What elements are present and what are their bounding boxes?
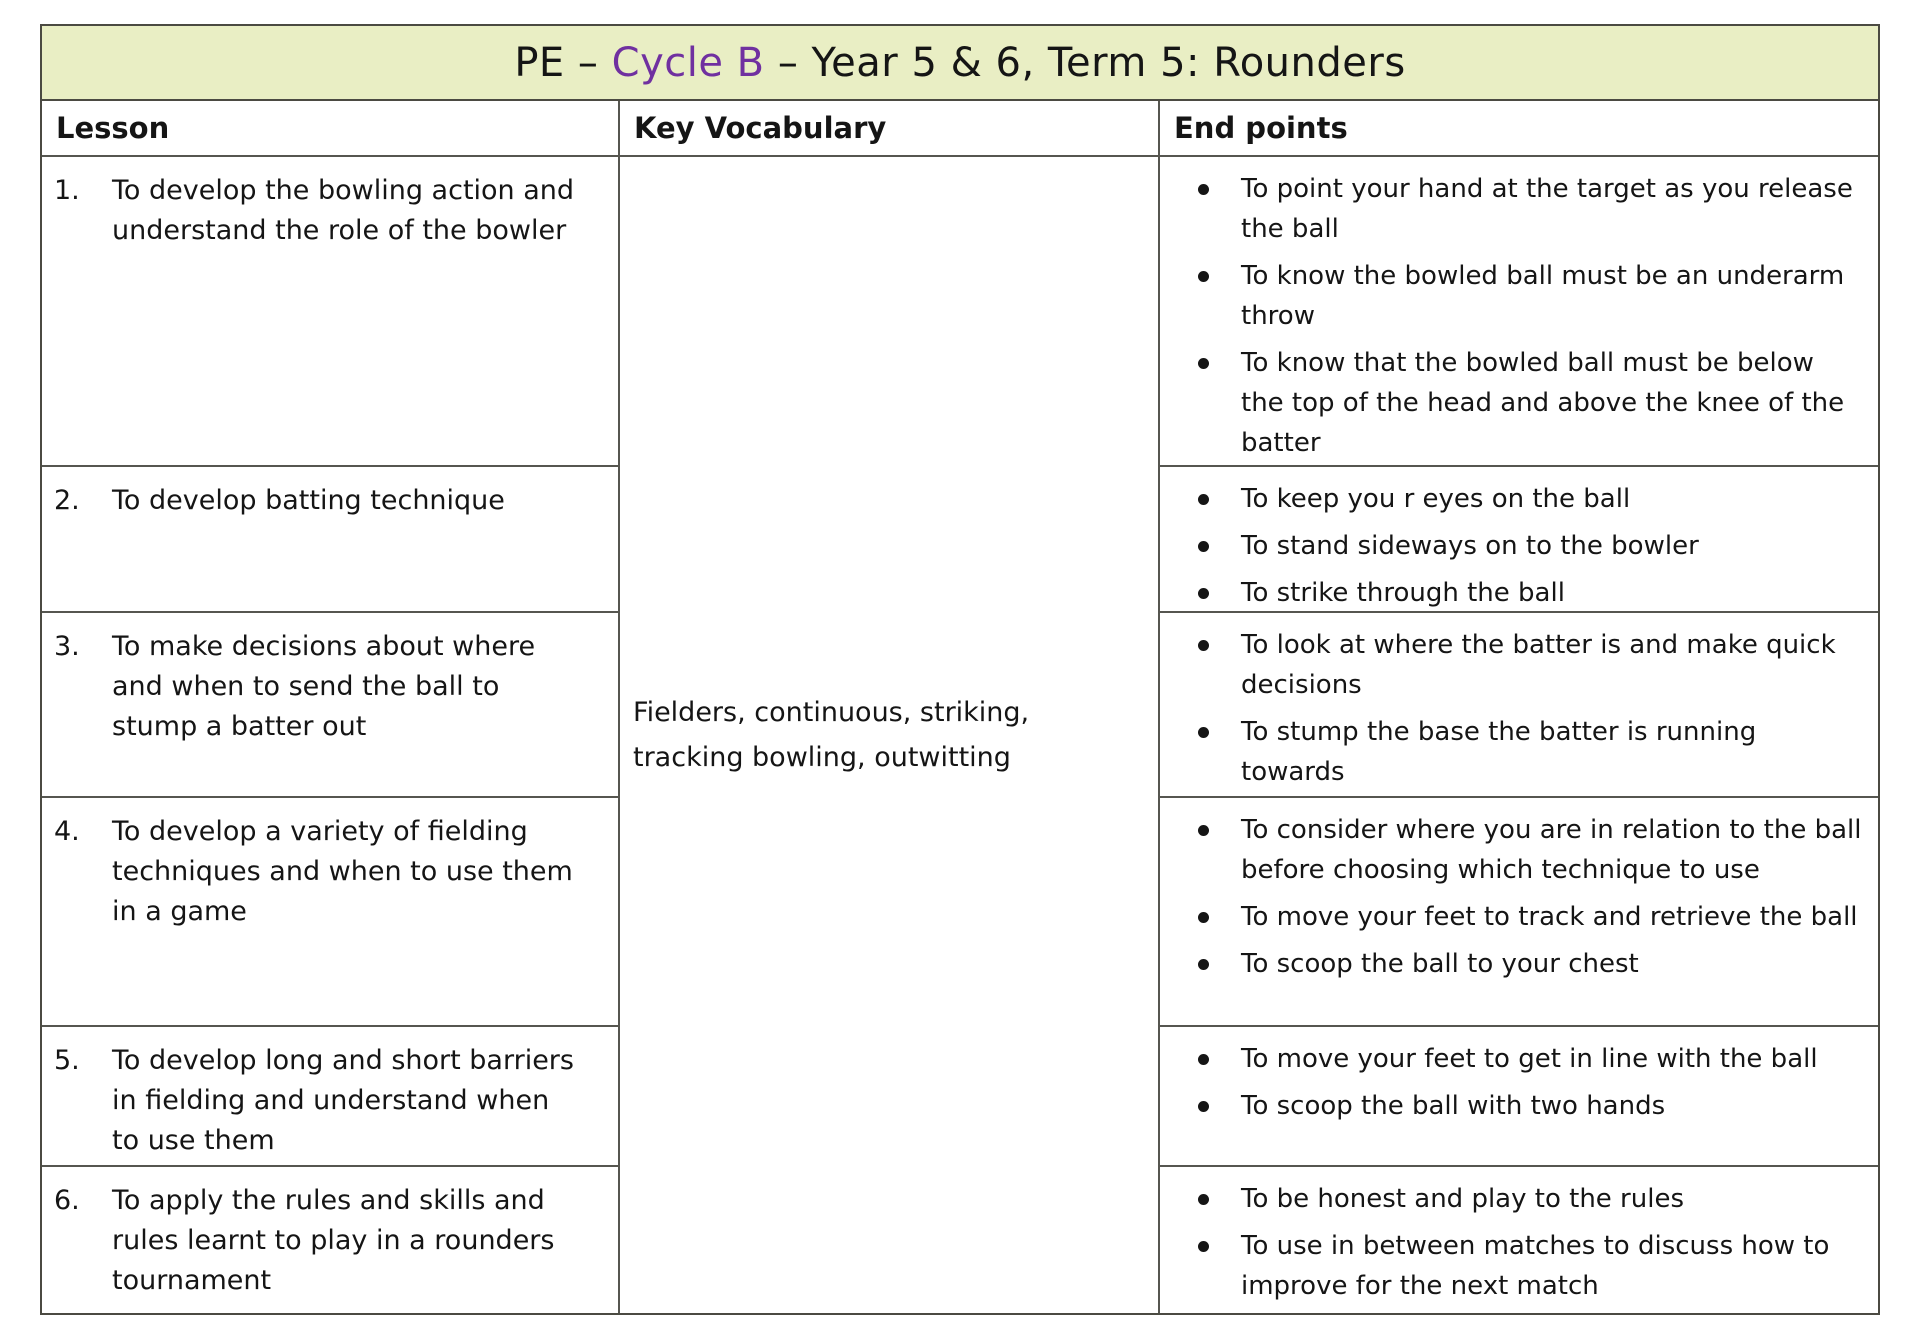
endpoint-item: To use in between matches to discuss how to improve for the next match <box>1192 1226 1862 1306</box>
lesson-number: 1. <box>54 175 80 206</box>
lesson-header: Lesson <box>42 101 618 157</box>
lesson-row-6 <box>42 1167 618 1313</box>
lesson-number: 4. <box>54 816 80 847</box>
lesson-row-2 <box>42 467 618 613</box>
endpoints-row-5 <box>1160 1027 1878 1167</box>
lesson-text: To develop the bowling action and understand the role of the bowler <box>112 175 575 246</box>
endpoints-row-3 <box>1160 613 1878 798</box>
vocabulary-text: Fielders, continuous, striking, tracking bowling, outwitting <box>633 697 1030 773</box>
endpoint-item: To scoop the ball with two hands <box>1192 1086 1862 1126</box>
lesson-text: To develop a variety of fielding techniques and when to use them in a game <box>112 816 573 927</box>
lesson-text: To develop long and short barriers in fielding and understand when to use them <box>112 1045 574 1156</box>
lesson-row-3 <box>42 613 618 798</box>
lesson-number: 3. <box>54 631 80 662</box>
lesson-column <box>42 101 618 1313</box>
endpoints-row-1 <box>1160 157 1878 467</box>
title-cycle-accent: Cycle B <box>611 39 765 86</box>
endpoint-item: To stump the base the batter is running towards <box>1192 712 1862 792</box>
lesson-row-4 <box>42 798 618 1027</box>
lesson-row-5 <box>42 1027 618 1167</box>
lesson-text: To develop batting technique <box>112 485 505 516</box>
endpoint-item: To point your hand at the target as you release the ball <box>1192 169 1862 249</box>
endpoint-item: To stand sideways on to the bowler <box>1192 526 1862 566</box>
lesson-number: 6. <box>54 1185 80 1216</box>
endpoint-item: To be honest and play to the rules <box>1192 1179 1862 1219</box>
curriculum-table <box>40 24 1880 1315</box>
endpoint-item: To consider where you are in relation to the ball before choosing which technique to use <box>1192 810 1862 890</box>
endpoint-item: To move your feet to track and retrieve the ball <box>1192 897 1862 937</box>
lesson-number: 2. <box>54 485 80 516</box>
endpoints-column <box>1158 101 1878 1313</box>
endpoint-item: To know the bowled ball must be an underarm throw <box>1192 256 1862 336</box>
endpoint-item: To keep you r eyes on the ball <box>1192 479 1862 519</box>
endpoint-item: To move your feet to get in line with the ball <box>1192 1039 1862 1079</box>
lesson-row-1 <box>42 157 618 467</box>
title-bar <box>42 26 1878 101</box>
endpoints-header: End points <box>1160 101 1878 157</box>
endpoint-item: To strike through the ball <box>1192 573 1862 613</box>
endpoints-row-4 <box>1160 798 1878 1027</box>
endpoint-item: To look at where the batter is and make quick decisions <box>1192 625 1862 705</box>
lesson-text: To make decisions about where and when to send the ball to stump a batter out <box>112 631 536 742</box>
lesson-text: To apply the rules and skills and rules learnt to play in a rounders tournament <box>112 1185 555 1296</box>
endpoint-item: To scoop the ball to your chest <box>1192 944 1862 984</box>
title-suffix: – Year 5 & 6, Term 5: Rounders <box>764 39 1406 86</box>
vocabulary-cell <box>620 157 1158 1313</box>
title-prefix: PE – <box>514 39 612 86</box>
lesson-number: 5. <box>54 1045 80 1076</box>
vocabulary-header: Key Vocabulary <box>620 101 1158 157</box>
endpoint-item: To know that the bowled ball must be below the top of the head and above the knee of the batter <box>1192 343 1862 463</box>
table-grid <box>42 101 1878 1313</box>
endpoints-row-6 <box>1160 1167 1878 1313</box>
endpoints-row-2 <box>1160 467 1878 613</box>
vocabulary-column <box>618 101 1158 1313</box>
